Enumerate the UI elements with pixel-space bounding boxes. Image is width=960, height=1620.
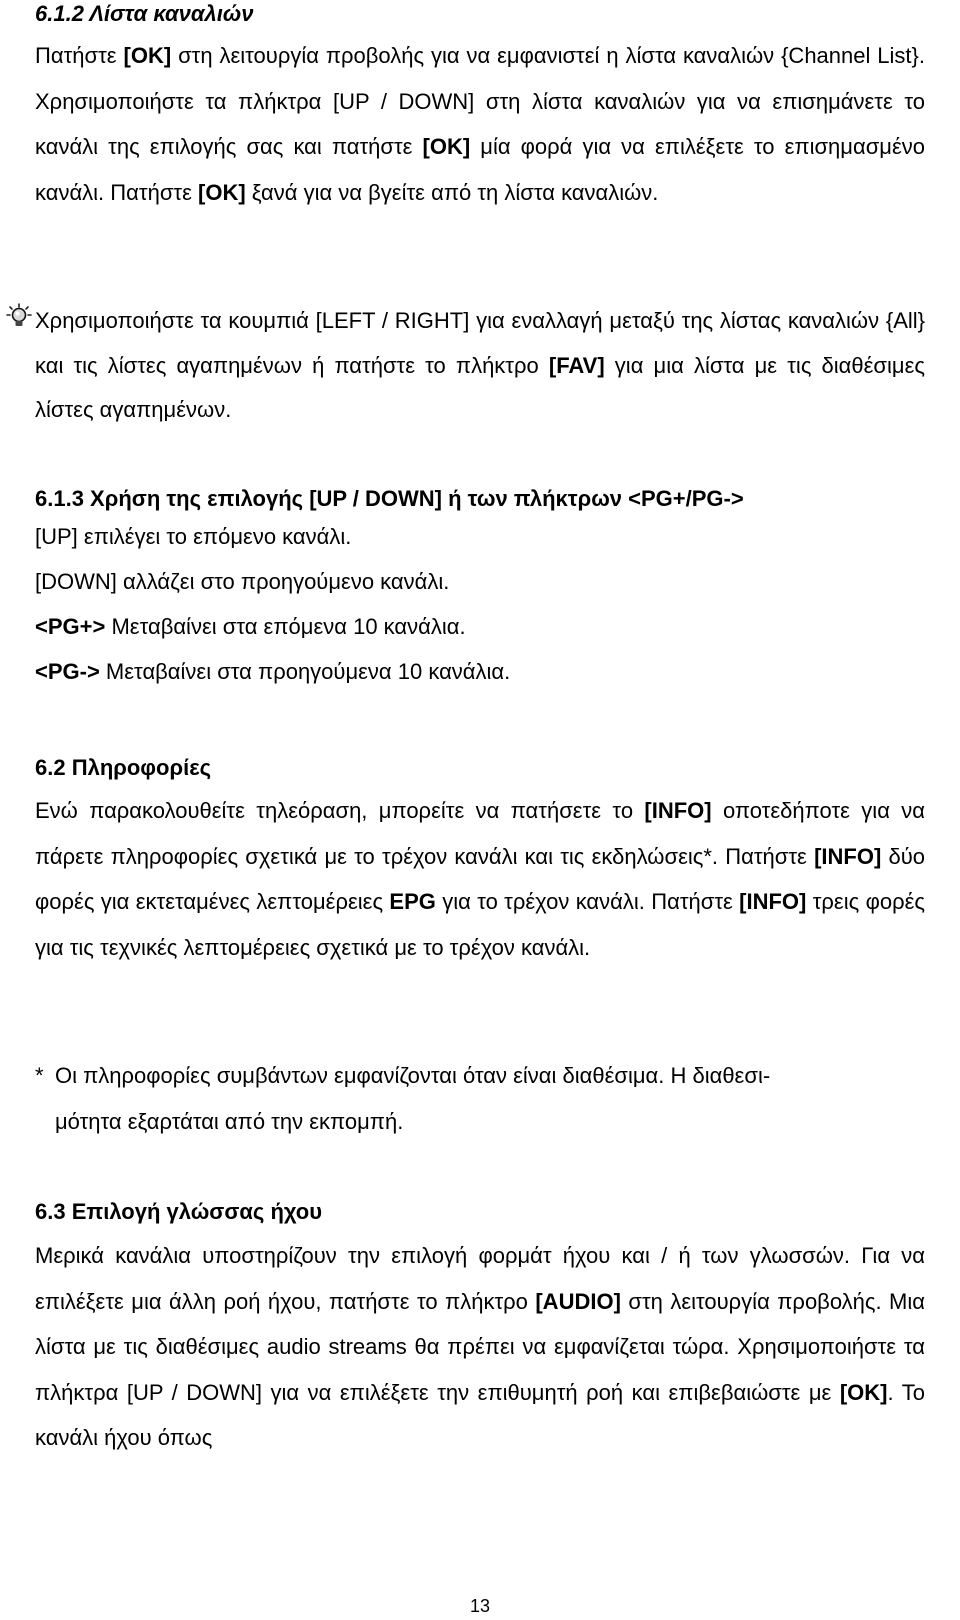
tip-lightbulb-icon (6, 303, 32, 329)
key-audio: [AUDIO] (535, 1288, 621, 1314)
footnote: * Οι πληροφορίες συμβάντων εμφανίζονται όταν είναι διαθέσιμα. Η διαθεσι- μότητα εξαρτάται από την εκπομπή. (35, 1063, 771, 1134)
list-item-pg-minus: <PG-> Μεταβαίνει στα προηγούμενα 10 κανάλια. (35, 659, 511, 684)
heading-audio-language: 6.3 Επιλογή γλώσσας ήχου (35, 1199, 323, 1224)
key-ok: [OK] (198, 179, 246, 205)
key-fav: [FAV] (548, 352, 605, 378)
heading-channel-list: 6.1.2 Λίστα καναλιών (35, 1, 254, 26)
key-ok: [OK] (422, 134, 471, 159)
key-info: [INFO] (644, 798, 712, 823)
paragraph-audio-language: Μερικά κανάλια υποστηρίζουν την επιλογή φορμάτ ήχου και / ή των γλωσσών. Για να επιλέξετε μια άλλη ροή ήχου, πατήστε το πλήκτρο [AUDIO] στη λειτουργία προβολής. Μια λίστα με τις διαθέσιμες audio streams θα πρέπει να εμφανίζεται τώρα. Χρησιμοποιήστε τα πλήκτρα [UP / DOWN] για να επιλέξετε την επιθυμητή ροή και επιβεβαιώστε με [OK]. Το κανάλι ήχου όπως (35, 1243, 925, 1450)
list-item-down: [DOWN] αλλάζει στο προηγούμενο κανάλι. (35, 569, 450, 594)
key-info: [INFO] (739, 889, 807, 914)
list-item-pg-plus: <PG+> Μεταβαίνει στα επόμενα 10 κανάλια. (35, 614, 466, 639)
key-ok: [OK] (123, 43, 172, 68)
heading-information: 6.2 Πληροφορίες (35, 755, 212, 780)
page-number: 13 (469, 1596, 491, 1616)
heading-up-down-pg: 6.1.3 Χρήση της επιλογής [UP / DOWN] ή των πλήκτρων <PG+/PG-> (35, 486, 744, 511)
paragraph-information: Ενώ παρακολουθείτε τηλεόραση, μπορείτε να πατήσετε το [INFO] οποτεδήποτε για να πάρετε πληροφορίες σχετικά με το τρέχον κανάλι και τις εκδηλώσεις*. Πατήστε [INFO] δύο φορές για εκτεταμένες λεπτομέρειες EPG για το τρέχον κανάλι. Πατήστε [INFO] τρεις φορές για τις τεχνικές λεπτομέρειες σχετικά με το τρέχον κανάλι. (35, 798, 926, 960)
paragraph-channel-list: Πατήστε [OK] στη λειτουργία προβολής για να εμφανιστεί η λίστα καναλιών {Channel List}. Χρησιμοποιήστε τα πλήκτρα [UP / DOWN] στη λίστα καναλιών για να επισημάνετε το κανάλι της επιλογής σας και πατήστε [OK] μία φορά για να επιλέξετε το επισημασμένο κανάλι. Πατήστε [OK] ξανά για να βγείτε από τη λίστα καναλιών. (35, 43, 925, 205)
tip-paragraph: Χρησιμοποιήστε τα κουμπιά [LEFT / RIGHT] για εναλλαγή μεταξύ της λίστας καναλιών {All} και τις λίστες αγαπημένων ή πατήστε το πλήκτρο [FAV] για μια λίστα με τις διαθέσιμες λίστες αγαπημένων. (35, 308, 925, 422)
key-ok: [OK] (839, 1379, 888, 1405)
key-info: [INFO] (814, 843, 882, 869)
list-item-up: [UP] επιλέγει το επόμενο κανάλι. (35, 524, 352, 549)
